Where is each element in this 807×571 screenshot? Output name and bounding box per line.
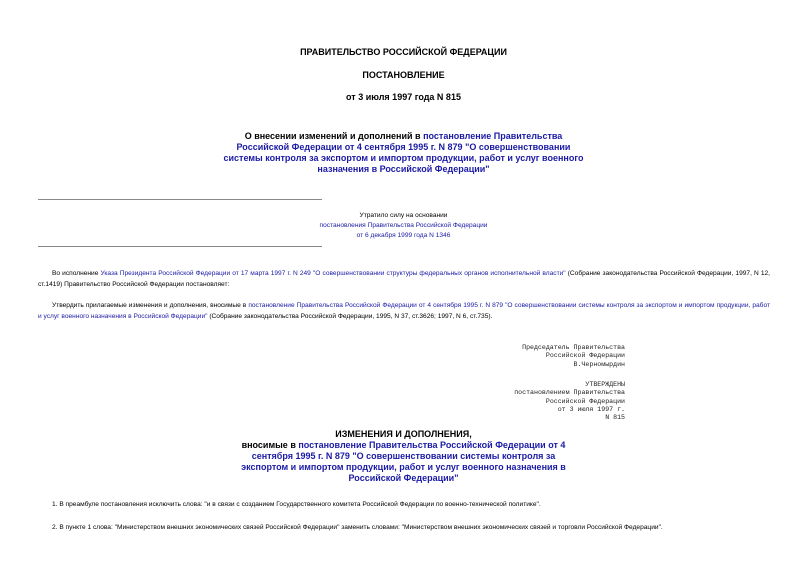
paragraph-1-suffix: (Собрание законодательства Российской Федерации, 1997, N 12, ст.1419) Правительство Российской Федерации постановляет: — [38, 270, 770, 288]
changes-subtitle — [237, 440, 570, 484]
approval-block — [514, 381, 625, 422]
approval-line5: N 815 — [605, 414, 625, 422]
list-item-2: 2. В пункте 1 слова: "Министерством внешних экономических связей Российской Федерации" заменить словами: "Министерством внешних экономических связей и торговли Российской Федерации". — [52, 524, 663, 531]
signature-line2: Российской Федерации — [545, 352, 625, 360]
government-heading: ПРАВИТЕЛЬСТВО РОССИЙСКОЙ ФЕДЕРАЦИИ — [300, 47, 507, 57]
changes-heading: ИЗМЕНЕНИЯ И ДОПОЛНЕНИЯ, — [335, 429, 472, 439]
top-divider — [38, 199, 322, 200]
repeal-note — [300, 211, 507, 241]
paragraph-1-link[interactable]: Указа Президента Российской Федерации от 17 марта 1997 г. N 249 "О совершенствовании структуры федеральных органов исполнительной власти" — [100, 270, 566, 277]
approval-line4: от 3 июля 1997 г. — [557, 405, 625, 413]
changes-subtitle-link[interactable]: постановление Правительства Российской Федерации от 4 сентября 1995 г. N 879 "О совершенствовании системы контроля за экспортом и импортом продукции, работ и услуг военного назначения в Российской Федерации" — [241, 440, 566, 483]
repeal-note-line1: Утратило силу на основании — [359, 212, 448, 219]
paragraph-1 — [38, 269, 770, 290]
document-title — [220, 131, 587, 175]
signature-line1: Председатель Правительства — [522, 344, 625, 351]
signature-block — [522, 344, 625, 369]
paragraph-1-prefix: Во исполнение — [52, 270, 101, 277]
repeal-note-link-line2[interactable]: от 6 декабря 1999 года N 1346 — [356, 232, 451, 239]
title-prefix: О внесении изменений и дополнений в — [244, 131, 424, 141]
paragraph-2 — [38, 301, 770, 322]
title-link[interactable]: постановление Правительства Российской Федерации от 4 сентября 1995 г. N 879 "О совершенствовании системы контроля за экспортом и импортом продукции, работ и услуг военного назначения в Российской Федерации" — [223, 131, 584, 174]
repeal-note-link-line1[interactable]: постановления Правительства Российской Федерации — [319, 222, 488, 229]
bottom-divider — [38, 246, 322, 247]
signature-line3: В.Черномырдин — [573, 360, 625, 368]
approval-line1: УТВЕРЖДЕНЫ — [585, 381, 625, 388]
approval-line2: постановлением Правительства — [514, 389, 625, 397]
paragraph-2-suffix: (Собрание законодательства Российской Федерации, 1995, N 37, ст.3626; 1997, N 6, ст.735). — [207, 312, 493, 320]
paragraph-2-prefix: Утвердить прилагаемые изменения и дополнения, вносимые в — [52, 302, 249, 309]
document-type: ПОСТАНОВЛЕНИЕ — [362, 70, 445, 80]
list-item-1: 1. В преамбуле постановления исключить слова: "и в связи с созданием Государственного комитета Российской Федерации по военно-технической политике". — [52, 501, 541, 508]
document-date: от 3 июля 1997 года N 815 — [346, 92, 461, 102]
approval-line3: Российской Федерации — [545, 397, 625, 405]
paragraph-2-link[interactable]: постановление Правительства Российской Федерации от 4 сентября 1995 г. N 879 "О совершенствовании системы контроля за экспортом и импортом продукции, работ и услуг военного назначения в Российской Федерации" — [38, 302, 770, 320]
changes-subtitle-prefix: вносимые в — [241, 440, 299, 450]
